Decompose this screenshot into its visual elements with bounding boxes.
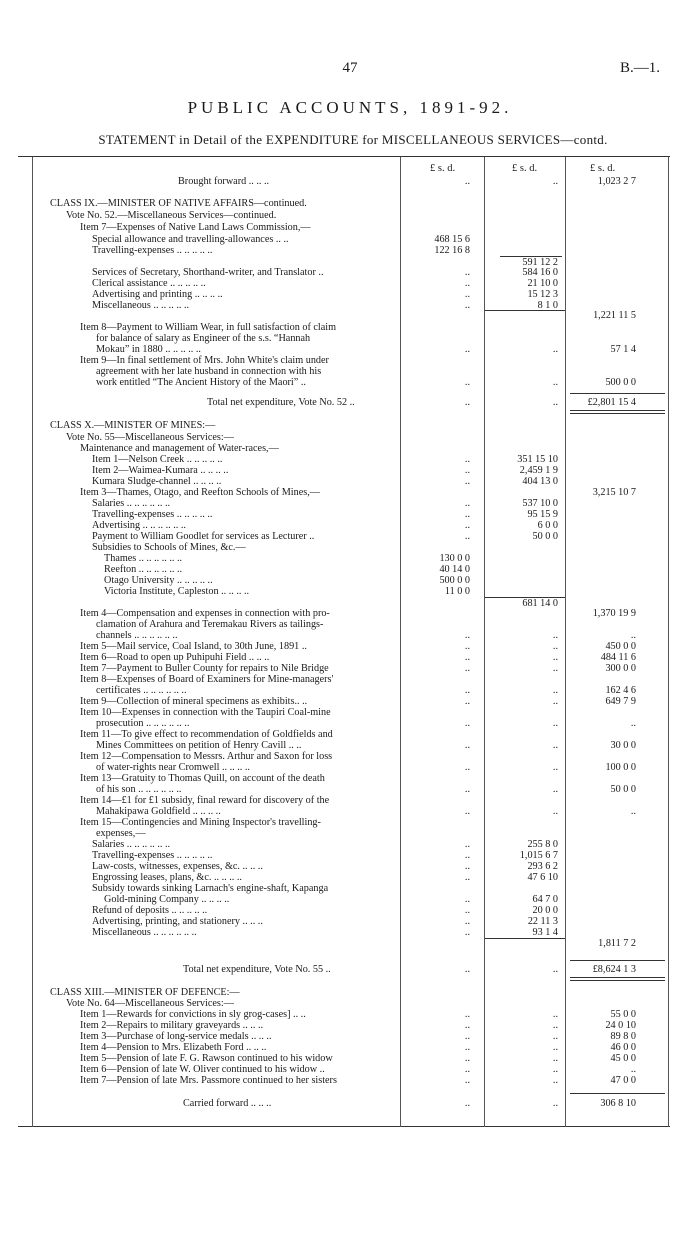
row-description: expenses,— xyxy=(96,828,146,839)
row-description: certificates .. .. .. .. .. .. xyxy=(96,685,187,696)
column-header: £ s. d. xyxy=(512,163,538,174)
row-description: Item 3—Thames, Otago, and Reefton Schools of Mines,— xyxy=(80,487,320,498)
amount-c1: 468 15 6 xyxy=(434,234,470,245)
amount-c2: .. xyxy=(552,1020,558,1031)
amount-c2: 50 0 0 xyxy=(532,531,558,542)
subtotal-rule xyxy=(570,960,665,961)
amount-c2: 22 11 3 xyxy=(527,916,558,927)
amount-c1: .. xyxy=(464,267,470,278)
amount-c1: .. xyxy=(464,696,470,707)
amount-c2: 15 12 3 xyxy=(527,289,558,300)
subtotal-rule xyxy=(485,597,565,598)
amount-c3: 3,215 10 7 xyxy=(592,487,636,498)
amount-c1: .. xyxy=(464,278,470,289)
row-description: Advertising .. .. .. .. .. .. xyxy=(92,520,186,531)
total-rule xyxy=(570,977,665,981)
row-description: Advertising, printing, and stationery .. .. .. xyxy=(92,916,263,927)
row-description: Total net expenditure, Vote No. 55 .. xyxy=(183,964,331,975)
amount-c3: 1,370 19 9 xyxy=(592,608,636,619)
row-description: Subsidies to Schools of Mines, &c.— xyxy=(92,542,246,553)
amount-c1: .. xyxy=(464,397,470,408)
row-description: Services of Secretary, Shorthand-writer, and Translator .. xyxy=(92,267,324,278)
row-description: Otago University .. .. .. .. .. xyxy=(104,575,213,586)
ledger-row xyxy=(0,310,700,322)
row-description: Mokau” in 1880 .. .. .. .. .. xyxy=(96,344,201,355)
amount-c2: 8 1 0 xyxy=(537,300,558,311)
amount-c2: 584 16 0 xyxy=(522,267,558,278)
amount-c1: 122 16 8 xyxy=(434,245,470,256)
amount-c2: .. xyxy=(552,1031,558,1042)
row-description: Vote No. 52.—Miscellaneous Services—continued. xyxy=(66,210,277,221)
amount-c1: .. xyxy=(464,1031,470,1042)
amount-c1: .. xyxy=(464,531,470,542)
amount-c1: .. xyxy=(464,454,470,465)
row-description: Item 5—Pension of late F. G. Rawson continued to his widow xyxy=(80,1053,333,1064)
row-description: Item 2—Waimea-Kumara .. .. .. .. xyxy=(92,465,229,476)
ledger-row xyxy=(0,176,700,188)
row-description: Refund of deposits .. .. .. .. .. xyxy=(92,905,208,916)
amount-c2: .. xyxy=(552,1042,558,1053)
amount-c1: .. xyxy=(464,630,470,641)
amount-c1: .. xyxy=(464,641,470,652)
row-description: Item 8—Expenses of Board of Examiners for Mine-managers' xyxy=(80,674,334,685)
amount-c2: .. xyxy=(552,696,558,707)
ledger-row xyxy=(0,964,700,976)
row-description: Reefton .. .. .. .. .. .. xyxy=(104,564,183,575)
amount-c3: 1,023 2 7 xyxy=(597,176,636,187)
row-description: Item 11—To give effect to recommendation of Goldfields and xyxy=(80,729,333,740)
row-description: Thames .. .. .. .. .. .. xyxy=(104,553,183,564)
row-description: Total net expenditure, Vote No. 52 .. xyxy=(207,397,355,408)
row-description: Miscellaneous .. .. .. .. .. .. xyxy=(92,927,197,938)
amount-c3: £2,801 15 4 xyxy=(587,397,636,408)
statement-heading: STATEMENT in Detail of the EXPENDITURE for MISCELLANEOUS SERVICES—contd. xyxy=(98,132,608,147)
row-description: Travelling-expenses .. .. .. .. .. xyxy=(92,245,213,256)
amount-c1: 40 14 0 xyxy=(439,564,470,575)
amount-c1: .. xyxy=(464,762,470,773)
amount-c2: .. xyxy=(552,663,558,674)
row-description: Item 1—Rewards for convictions in sly grog-cases] .. .. xyxy=(80,1009,306,1020)
amount-c1: 500 0 0 xyxy=(439,575,470,586)
amount-c3: .. xyxy=(630,630,636,641)
amount-c1: .. xyxy=(464,520,470,531)
subtotal-rule xyxy=(485,938,565,939)
row-description: of water-rights near Cromwell .. .. .. .. xyxy=(96,762,250,773)
row-description: Item 3—Purchase of long-service medals .. .. .. xyxy=(80,1031,272,1042)
row-description: Travelling-expenses .. .. .. .. .. xyxy=(92,509,213,520)
amount-c1: .. xyxy=(464,176,470,187)
row-description: Salaries .. .. .. .. .. .. xyxy=(92,498,171,509)
amount-c2: 64 7 0 xyxy=(532,894,558,905)
amount-c1: .. xyxy=(464,652,470,663)
row-description: Item 2—Repairs to military graveyards .. .. .. xyxy=(80,1020,264,1031)
amount-c2: 93 1 4 xyxy=(532,927,558,938)
row-description: Item 10—Expenses in connection with the Taupiri Coal-mine xyxy=(80,707,331,718)
row-description: of his son .. .. .. .. .. .. xyxy=(96,784,182,795)
amount-c1: .. xyxy=(464,861,470,872)
ledger-row xyxy=(0,210,700,222)
ledger-row xyxy=(0,1098,700,1110)
amount-c1: .. xyxy=(464,905,470,916)
row-description: work entitled “The Ancient History of the Maori” .. xyxy=(96,377,306,388)
row-description: Special allowance and travelling-allowances .. .. xyxy=(92,234,289,245)
amount-c1: .. xyxy=(464,1053,470,1064)
ledger-row xyxy=(0,938,700,950)
row-description: Clerical assistance .. .. .. .. .. xyxy=(92,278,206,289)
row-description: Item 8—Payment to William Wear, in full satisfaction of claim xyxy=(80,322,337,333)
row-description: Law-costs, witnesses, expenses, &c. .. .. .. xyxy=(92,861,263,872)
amount-c1: .. xyxy=(464,300,470,311)
row-description: Item 6—Road to open up Puhipuhi Field .. .. .. xyxy=(80,652,270,663)
amount-c2: .. xyxy=(552,176,558,187)
amount-c1: .. xyxy=(464,1042,470,1053)
amount-c3: 300 0 0 xyxy=(605,663,636,674)
row-description: Mahakipawa Goldfield .. .. .. .. xyxy=(96,806,221,817)
amount-c2: 537 10 0 xyxy=(522,498,558,509)
amount-c1: .. xyxy=(464,1064,470,1075)
amount-c1: .. xyxy=(464,740,470,751)
amount-c3: .. xyxy=(630,718,636,729)
amount-c2: .. xyxy=(552,740,558,751)
amount-c2: .. xyxy=(552,630,558,641)
subtotal-rule xyxy=(570,393,665,394)
subtotal-rule xyxy=(500,256,562,257)
amount-c1: .. xyxy=(464,476,470,487)
ledger-row xyxy=(0,245,700,257)
amount-c2: .. xyxy=(552,377,558,388)
page-number: 47 xyxy=(342,60,358,76)
table-bottom-rule xyxy=(18,1126,670,1127)
amount-c2: .. xyxy=(552,964,558,975)
ledger-row xyxy=(0,586,700,598)
amount-c3: 89 8 0 xyxy=(610,1031,636,1042)
amount-c1: .. xyxy=(464,872,470,883)
amount-c3: 1,811 7 2 xyxy=(598,938,636,949)
row-description: Item 4—Compensation and expenses in connection with pro- xyxy=(80,608,330,619)
amount-c3: £8,624 1 3 xyxy=(592,964,636,975)
amount-c3: .. xyxy=(630,806,636,817)
amount-c2: .. xyxy=(552,762,558,773)
amount-c3: 47 0 0 xyxy=(610,1075,636,1086)
row-description: Item 13—Gratuity to Thomas Quill, on account of the death xyxy=(80,773,325,784)
row-description: clamation of Arahura and Teremakau Rivers as tailings- xyxy=(96,619,324,630)
row-description: for balance of salary as Engineer of the s.s. “Hannah xyxy=(96,333,311,344)
amount-c1: .. xyxy=(464,839,470,850)
amount-c1: .. xyxy=(464,1075,470,1086)
row-description: Brought forward .. .. .. xyxy=(178,176,270,187)
row-description: Item 7—Payment to Buller County for repairs to Nile Bridge xyxy=(80,663,329,674)
row-description: Payment to William Goodlet for services as Lecturer .. xyxy=(92,531,315,542)
amount-c2: .. xyxy=(552,641,558,652)
row-description: channels .. .. .. .. .. .. xyxy=(96,630,178,641)
row-description: CLASS IX.—MINISTER OF NATIVE AFFAIRS—continued. xyxy=(50,198,307,209)
amount-c2: .. xyxy=(552,652,558,663)
amount-c3: 24 0 10 xyxy=(605,1020,636,1031)
amount-c2: 293 6 2 xyxy=(527,861,558,872)
amount-c1: .. xyxy=(464,663,470,674)
ledger-row xyxy=(0,1075,700,1087)
amount-c1: .. xyxy=(464,465,470,476)
amount-c1: .. xyxy=(464,685,470,696)
amount-c2: 681 14 0 xyxy=(522,598,558,609)
row-description: Gold-mining Company .. .. .. .. xyxy=(104,894,230,905)
amount-c1: .. xyxy=(464,806,470,817)
amount-c1: 130 0 0 xyxy=(439,553,470,564)
amount-c3: 100 0 0 xyxy=(605,762,636,773)
amount-c2: 1,015 6 7 xyxy=(519,850,558,861)
amount-c3: 484 11 6 xyxy=(600,652,636,663)
amount-c3: 162 4 6 xyxy=(605,685,636,696)
amount-c3: 649 7 9 xyxy=(605,696,636,707)
amount-c2: .. xyxy=(552,685,558,696)
total-rule xyxy=(570,410,665,414)
row-description: Maintenance and management of Water-races,— xyxy=(80,443,279,454)
amount-c2: .. xyxy=(552,1064,558,1075)
row-description: CLASS XIII.—MINISTER OF DEFENCE:— xyxy=(50,987,240,998)
amount-c2: 95 15 9 xyxy=(527,509,558,520)
amount-c1: .. xyxy=(464,1098,470,1109)
amount-c1: .. xyxy=(464,377,470,388)
row-description: Item 4—Pension to Mrs. Elizabeth Ford .. .. .. xyxy=(80,1042,267,1053)
subtotal-rule xyxy=(485,310,565,311)
row-description: Vote No. 55—Miscellaneous Services:— xyxy=(66,432,234,443)
row-description: Item 1—Nelson Creek .. .. .. .. .. xyxy=(92,454,223,465)
amount-c2: 6 0 0 xyxy=(537,520,558,531)
amount-c1: .. xyxy=(464,927,470,938)
row-description: Subsidy towards sinking Larnach's engine-shaft, Kapanga xyxy=(92,883,329,894)
page-title: PUBLIC ACCOUNTS, 1891-92. xyxy=(187,98,513,117)
amount-c3: 306 8 10 xyxy=(600,1098,636,1109)
amount-c1: .. xyxy=(464,344,470,355)
row-description: Vote No. 64—Miscellaneous Services:— xyxy=(66,998,234,1009)
row-description: CLASS X.—MINISTER OF MINES:— xyxy=(50,420,216,431)
row-description: Advertising and printing .. .. .. .. xyxy=(92,289,223,300)
amount-c2: .. xyxy=(552,344,558,355)
amount-c1: .. xyxy=(464,1009,470,1020)
row-description: Item 15—Contingencies and Mining Inspector's travelling- xyxy=(80,817,321,828)
row-description: Item 14—£1 for £1 subsidy, final reward for discovery of the xyxy=(80,795,330,806)
amount-c1: .. xyxy=(464,784,470,795)
amount-c2: .. xyxy=(552,784,558,795)
amount-c1: .. xyxy=(464,894,470,905)
amount-c2: 21 10 0 xyxy=(527,278,558,289)
amount-c2: .. xyxy=(552,1075,558,1086)
row-description: Item 5—Mail service, Coal Island, to 30th June, 1891 .. xyxy=(80,641,307,652)
amount-c2: 255 8 0 xyxy=(527,839,558,850)
amount-c2: .. xyxy=(552,397,558,408)
amount-c2: 47 6 10 xyxy=(527,872,558,883)
amount-c1: .. xyxy=(464,498,470,509)
row-description: Item 7—Expenses of Native Land Laws Commission,— xyxy=(80,222,311,233)
row-description: Item 12—Compensation to Messrs. Arthur and Saxon for loss xyxy=(80,751,333,762)
amount-c1: .. xyxy=(464,509,470,520)
amount-c1: .. xyxy=(464,289,470,300)
amount-c1: .. xyxy=(464,964,470,975)
amount-c3: 1,221 11 5 xyxy=(593,310,636,321)
subtotal-rule xyxy=(570,1093,665,1094)
amount-c1: .. xyxy=(464,1020,470,1031)
row-description: Miscellaneous .. .. .. .. .. xyxy=(92,300,190,311)
document-reference: B.—1. xyxy=(619,60,660,76)
amount-c2: 351 15 10 xyxy=(517,454,558,465)
row-description: Item 9—Collection of mineral specimens as exhibits.. .. xyxy=(80,696,308,707)
amount-c3: 450 0 0 xyxy=(605,641,636,652)
amount-c2: .. xyxy=(552,718,558,729)
amount-c3: 57 1 4 xyxy=(610,344,636,355)
row-description: agreement with her late husband in connection with his xyxy=(96,366,322,377)
amount-c1: .. xyxy=(464,718,470,729)
amount-c2: 404 13 0 xyxy=(522,476,558,487)
ledger-row xyxy=(0,397,700,409)
row-description: Travelling-expenses .. .. .. .. .. xyxy=(92,850,213,861)
row-description: Item 7—Pension of late Mrs. Passmore continued to her sisters xyxy=(80,1075,337,1086)
row-description: prosecution .. .. .. .. .. .. xyxy=(96,718,190,729)
row-description: Item 9—In final settlement of Mrs. John White's claim under xyxy=(80,355,329,366)
amount-c3: 30 0 0 xyxy=(610,740,636,751)
row-description: Engrossing leases, plans, &c. .. .. .. .. xyxy=(92,872,242,883)
column-header: £ s. d. xyxy=(430,163,456,174)
amount-c2: .. xyxy=(552,806,558,817)
amount-c1: 11 0 0 xyxy=(444,586,470,597)
amount-c2: 2,459 1 9 xyxy=(519,465,558,476)
ledger-row xyxy=(0,377,700,389)
amount-c2: .. xyxy=(552,1098,558,1109)
amount-c3: 50 0 0 xyxy=(610,784,636,795)
ledger-row xyxy=(0,420,700,432)
row-description: Item 6—Pension of late W. Oliver continued to his widow .. xyxy=(80,1064,325,1075)
ledger-row xyxy=(0,198,700,210)
row-description: Mines Committees on petition of Henry Cavill .. .. xyxy=(96,740,302,751)
amount-c2: 20 0 0 xyxy=(532,905,558,916)
row-description: Kumara Sludge-channel .. .. .. .. xyxy=(92,476,222,487)
amount-c3: 500 0 0 xyxy=(605,377,636,388)
row-description: Victoria Institute, Capleston .. .. .. .. xyxy=(104,586,250,597)
amount-c1: .. xyxy=(464,850,470,861)
row-description: Carried forward .. .. .. xyxy=(183,1098,272,1109)
amount-c3: 55 0 0 xyxy=(610,1009,636,1020)
table-top-rule xyxy=(18,156,670,157)
amount-c3: 45 0 0 xyxy=(610,1053,636,1064)
amount-c2: 591 12 2 xyxy=(522,257,558,268)
row-description: Salaries .. .. .. .. .. .. xyxy=(92,839,171,850)
amount-c3: .. xyxy=(630,1064,636,1075)
amount-c3: 46 0 0 xyxy=(610,1042,636,1053)
amount-c2: .. xyxy=(552,1009,558,1020)
column-header: £ s. d. xyxy=(590,163,616,174)
ledger-row xyxy=(0,222,700,234)
amount-c1: .. xyxy=(464,916,470,927)
amount-c2: .. xyxy=(552,1053,558,1064)
